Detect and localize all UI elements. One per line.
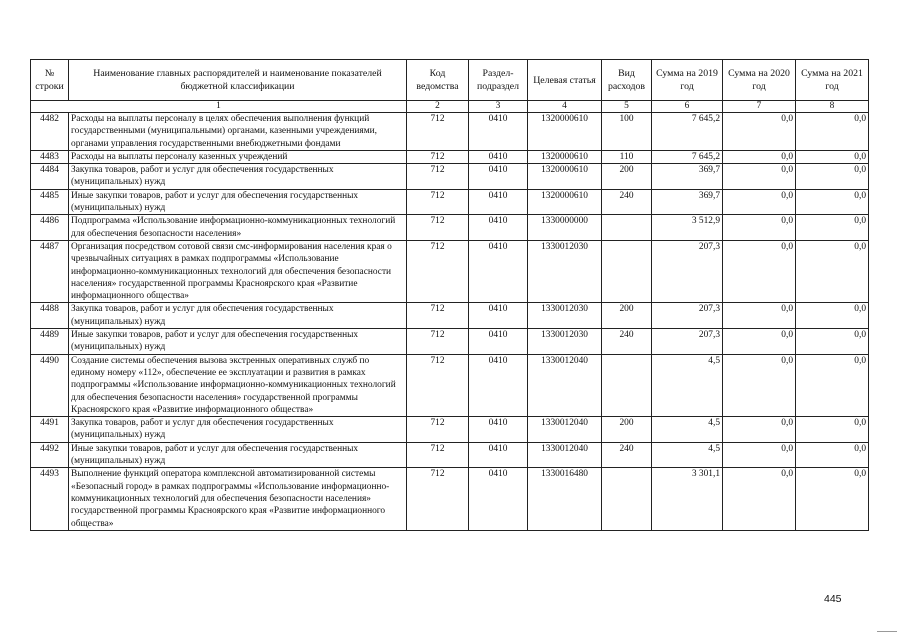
header-num: № строки (31, 60, 69, 101)
row-name: Расходы на выплаты персоналу в целях обеспечения выполнения функций государственными (муниципальными) органами, казенными учреждениями, органами управления государственными внебюджетными фондами (69, 113, 407, 151)
header-sum-2019: Сумма на 2019 год (652, 60, 723, 101)
row-name: Иные закупки товаров, работ и услуг для обеспечения государственных (муниципальных) нужд (69, 189, 407, 215)
row-number: 4486 (31, 215, 69, 241)
row-name: Подпрограмма «Использование информационно-коммуникационных технологий для обеспечения безопасности населения» (69, 215, 407, 241)
row-number: 4489 (31, 329, 69, 355)
row-sum-2020: 0,0 (723, 329, 796, 355)
row-section: 0410 (469, 417, 528, 443)
row-name: Закупка товаров, работ и услуг для обеспечения государственных (муниципальных) нужд (69, 303, 407, 329)
row-sum-2021: 0,0 (796, 215, 869, 241)
row-number: 4491 (31, 417, 69, 443)
header-type: Вид расходов (602, 60, 652, 101)
column-number: 5 (602, 101, 652, 113)
row-target: 1330012030 (528, 329, 602, 355)
row-code: 712 (407, 329, 469, 355)
row-target: 1330012030 (528, 240, 602, 302)
row-section: 0410 (469, 354, 528, 416)
row-target: 1330012040 (528, 442, 602, 468)
row-sum-2019: 207,3 (652, 240, 723, 302)
table-row (31, 189, 869, 215)
header-name: Наименование главных распорядителей и наименование показателей бюджетной классификации (69, 60, 407, 101)
table-row (31, 150, 869, 163)
row-sum-2019: 3 301,1 (652, 468, 723, 530)
row-target: 1330012040 (528, 354, 602, 416)
row-sum-2020: 0,0 (723, 189, 796, 215)
table-row (31, 329, 869, 355)
table-row (31, 468, 869, 530)
row-sum-2021: 0,0 (796, 240, 869, 302)
row-code: 712 (407, 113, 469, 151)
row-section: 0410 (469, 240, 528, 302)
row-type (602, 215, 652, 241)
row-sum-2019: 3 512,9 (652, 215, 723, 241)
row-section: 0410 (469, 113, 528, 151)
table-header (31, 60, 869, 113)
table-row (31, 303, 869, 329)
row-sum-2021: 0,0 (796, 442, 869, 468)
row-number: 4492 (31, 442, 69, 468)
row-section: 0410 (469, 468, 528, 530)
row-type: 240 (602, 329, 652, 355)
row-type: 100 (602, 113, 652, 151)
row-sum-2020: 0,0 (723, 240, 796, 302)
row-code: 712 (407, 240, 469, 302)
row-number: 4490 (31, 354, 69, 416)
row-section: 0410 (469, 442, 528, 468)
row-target: 1320000610 (528, 150, 602, 163)
row-type (602, 468, 652, 530)
column-number: 8 (796, 101, 869, 113)
row-number: 4484 (31, 164, 69, 190)
row-name: Закупка товаров, работ и услуг для обеспечения государственных (муниципальных) нужд (69, 164, 407, 190)
row-code: 712 (407, 150, 469, 163)
row-sum-2021: 0,0 (796, 150, 869, 163)
page-number: 445 (824, 593, 842, 605)
row-sum-2020: 0,0 (723, 215, 796, 241)
row-name: Создание системы обеспечения вызова экстренных оперативных служб по единому номеру «112», обеспечение ее эксплуатации и развития в рамках подпрограммы «Использование информационно-коммуникационных технологий для обеспечения безопасности населения» государственной программы Красноярского края «Развитие информационного общества» (69, 354, 407, 416)
row-sum-2020: 0,0 (723, 164, 796, 190)
row-type: 240 (602, 442, 652, 468)
column-number: 7 (723, 101, 796, 113)
column-number: 3 (469, 101, 528, 113)
row-code: 712 (407, 164, 469, 190)
column-number: 4 (528, 101, 602, 113)
row-number: 4493 (31, 468, 69, 530)
table-row (31, 240, 869, 302)
row-sum-2019: 369,7 (652, 164, 723, 190)
row-sum-2020: 0,0 (723, 150, 796, 163)
row-type (602, 354, 652, 416)
column-number: 2 (407, 101, 469, 113)
row-target: 1330012030 (528, 303, 602, 329)
row-code: 712 (407, 303, 469, 329)
row-code: 712 (407, 468, 469, 530)
row-target: 1320000610 (528, 113, 602, 151)
row-sum-2019: 4,5 (652, 354, 723, 416)
row-sum-2019: 4,5 (652, 442, 723, 468)
row-name: Организация посредством сотовой связи смс-информирования населения края о чрезвычайных ситуациях в рамках подпрограммы «Использование информационно-коммуникационных технологий для обеспечения безопасности населения» государственной программы Красноярского края «Развитие информационного общества» (69, 240, 407, 302)
table-row (31, 442, 869, 468)
header-sum-2020: Сумма на 2020 год (723, 60, 796, 101)
column-number: 6 (652, 101, 723, 113)
row-sum-2021: 0,0 (796, 113, 869, 151)
row-section: 0410 (469, 189, 528, 215)
row-sum-2021: 0,0 (796, 164, 869, 190)
row-sum-2020: 0,0 (723, 468, 796, 530)
table-row (31, 354, 869, 416)
row-type (602, 240, 652, 302)
column-number-row (31, 101, 869, 113)
table-row (31, 113, 869, 151)
header-target: Целевая статья (528, 60, 602, 101)
row-section: 0410 (469, 329, 528, 355)
row-code: 712 (407, 215, 469, 241)
row-sum-2020: 0,0 (723, 303, 796, 329)
row-sum-2019: 7 645,2 (652, 150, 723, 163)
row-sum-2019: 7 645,2 (652, 113, 723, 151)
row-target: 1320000610 (528, 164, 602, 190)
header-code: Код ведомства (407, 60, 469, 101)
row-name: Иные закупки товаров, работ и услуг для обеспечения государственных (муниципальных) нужд (69, 442, 407, 468)
row-section: 0410 (469, 215, 528, 241)
row-sum-2020: 0,0 (723, 442, 796, 468)
row-type: 200 (602, 417, 652, 443)
row-target: 1330016480 (528, 468, 602, 530)
scan-edge-mark (877, 631, 897, 632)
row-number: 4482 (31, 113, 69, 151)
row-section: 0410 (469, 164, 528, 190)
table-row (31, 164, 869, 190)
row-number: 4483 (31, 150, 69, 163)
row-sum-2020: 0,0 (723, 113, 796, 151)
row-code: 712 (407, 442, 469, 468)
table-row (31, 417, 869, 443)
column-number: 1 (31, 101, 407, 113)
row-type: 200 (602, 164, 652, 190)
row-type: 200 (602, 303, 652, 329)
row-name: Расходы на выплаты персоналу казенных учреждений (69, 150, 407, 163)
row-number: 4488 (31, 303, 69, 329)
row-target: 1330000000 (528, 215, 602, 241)
row-sum-2019: 4,5 (652, 417, 723, 443)
row-code: 712 (407, 417, 469, 443)
row-sum-2020: 0,0 (723, 417, 796, 443)
row-type: 240 (602, 189, 652, 215)
row-name: Иные закупки товаров, работ и услуг для обеспечения государственных (муниципальных) нужд (69, 329, 407, 355)
header-section: Раздел-подраздел (469, 60, 528, 101)
row-section: 0410 (469, 150, 528, 163)
row-type: 110 (602, 150, 652, 163)
row-sum-2021: 0,0 (796, 303, 869, 329)
row-name: Закупка товаров, работ и услуг для обеспечения государственных (муниципальных) нужд (69, 417, 407, 443)
row-name: Выполнение функций оператора комплексной автоматизированной системы «Безопасный город» в рамках подпрограммы «Использование информационно-коммуникационных технологий для обеспечения безопасности населения» государственной программы Красноярского края «Развитие информационного общества» (69, 468, 407, 530)
row-sum-2021: 0,0 (796, 354, 869, 416)
table-row (31, 215, 869, 241)
row-sum-2021: 0,0 (796, 189, 869, 215)
row-code: 712 (407, 189, 469, 215)
row-sum-2019: 207,3 (652, 303, 723, 329)
row-sum-2019: 369,7 (652, 189, 723, 215)
row-sum-2020: 0,0 (723, 354, 796, 416)
row-number: 4487 (31, 240, 69, 302)
table-body (31, 113, 869, 531)
row-number: 4485 (31, 189, 69, 215)
row-target: 1330012040 (528, 417, 602, 443)
row-sum-2021: 0,0 (796, 417, 869, 443)
row-section: 0410 (469, 303, 528, 329)
row-sum-2019: 207,3 (652, 329, 723, 355)
row-sum-2021: 0,0 (796, 329, 869, 355)
budget-table (30, 59, 869, 531)
header-sum-2021: Сумма на 2021 год (796, 60, 869, 101)
row-code: 712 (407, 354, 469, 416)
row-sum-2021: 0,0 (796, 468, 869, 530)
row-target: 1320000610 (528, 189, 602, 215)
